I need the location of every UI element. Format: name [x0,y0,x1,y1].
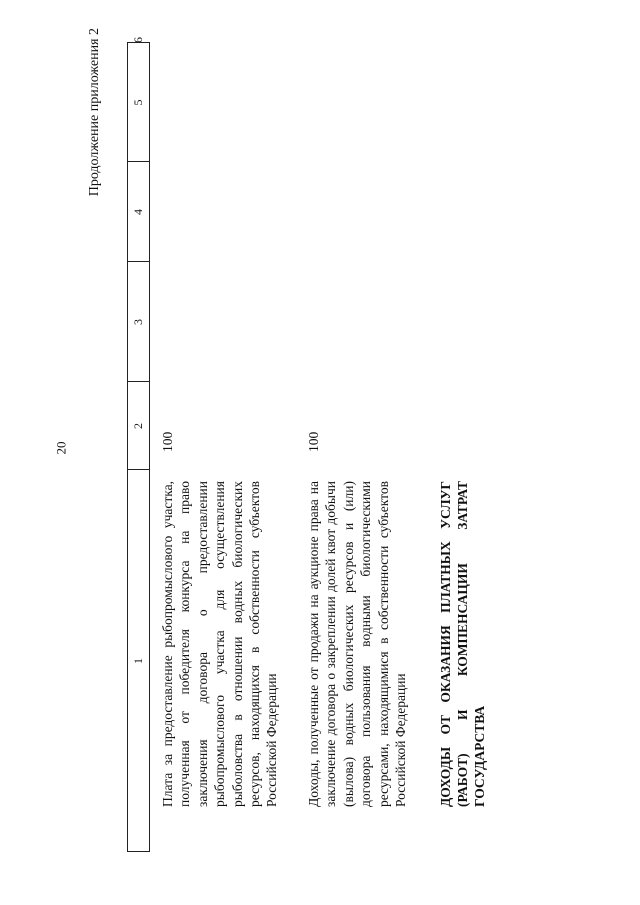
header-col-2: 2 [131,423,145,429]
table-header-border [149,42,150,852]
row-2-value: 100 [306,431,321,452]
header-col-5: 5 [131,99,145,106]
header-col-6: 6 [131,37,145,43]
revenue-table [127,37,487,852]
row-1-name: Плата за предоставление рыбопромыслового участка, полученная от победителя конкурса на право заключения договора о предоставлении рыбопромыслового участка для осуществления рыболовства в отношении водных биологических ресурсов, находящихся в собственности субъектов Российской Федерации [160,481,280,807]
header-col-1: 1 [131,658,145,664]
appendix-continuation-note: Продолжение приложения 2 [87,28,102,197]
row-2-name: Доходы, полученные от продажи на аукционе права на заключение договора о закреплении долей квот добычи (вылова) водных биологических ресурсов и (или) договора пользования водными биологическими ресурсами, находящимися в собственности субъектов Российской Федерации [306,481,409,807]
header-col-3: 3 [131,319,145,325]
header-col-4: 4 [131,209,145,215]
row-3-section-heading: ДОХОДЫ ОТ ОКАЗАНИЯ ПЛАТНЫХ УСЛУГ (РАБОТ) И КОМПЕНСАЦИИ ЗАТРАТ ГОСУДАРСТВА [438,481,487,807]
row-1-value: 100 [160,431,175,452]
page-number: 20 [53,441,69,455]
